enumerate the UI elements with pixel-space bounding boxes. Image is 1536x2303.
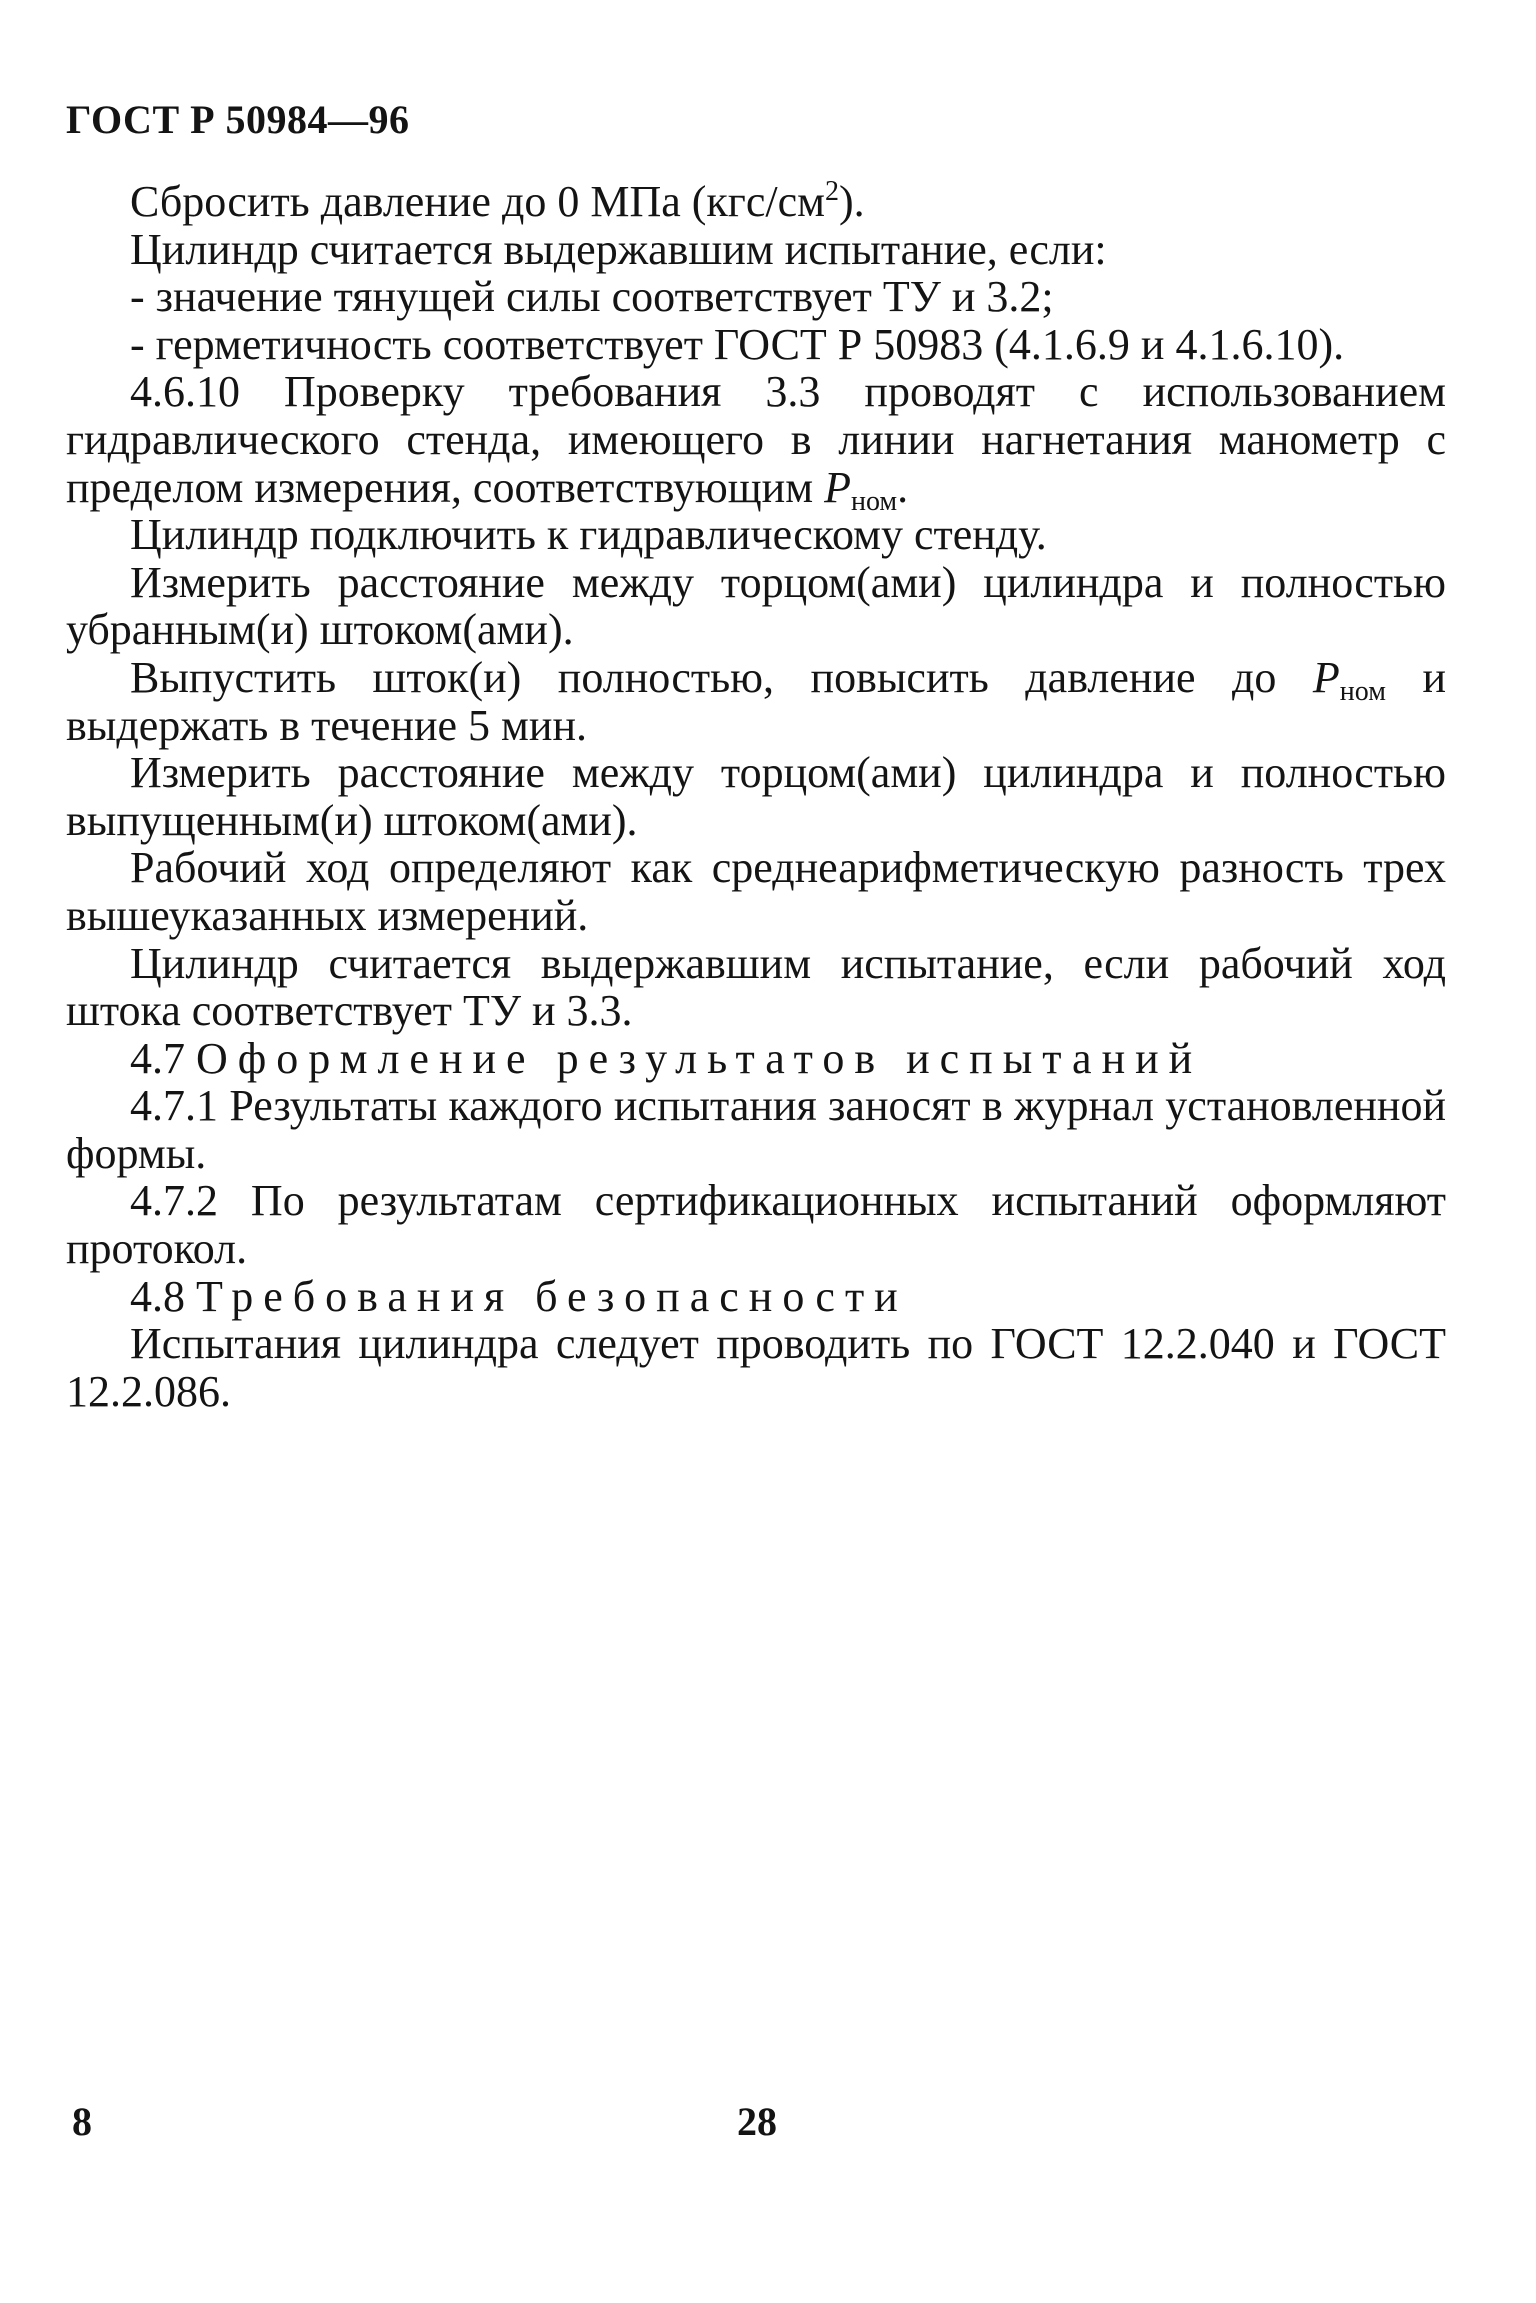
section-title-text: Оформление результатов испытаний xyxy=(196,1033,1203,1083)
paragraph-text: 4.6.10 Проверку требования 3.3 проводят с использованием гидравлического стенда, имеющего в линии нагнетания манометр с пределом измерения, соответствующим xyxy=(66,367,1446,512)
paragraph-4-6-10 xyxy=(66,367,1446,517)
paragraph-reset-pressure xyxy=(66,178,1446,226)
section-number: 4.7 xyxy=(130,1033,185,1083)
document-body xyxy=(66,178,1446,1415)
section-title-4-7 xyxy=(66,1035,1446,1083)
list-item-tightness: - герметичность соответствует ГОСТ Р 50983 (4.1.6.9 и 4.1.6.10). xyxy=(130,319,1345,369)
document-header: ГОСТ Р 50984—96 xyxy=(66,97,410,142)
symbol-p: P xyxy=(1312,652,1340,702)
paragraph-pass-condition: Цилиндр считается выдержавшим испытание, если: xyxy=(130,224,1107,274)
symbol-p: P xyxy=(824,462,851,512)
paragraph-connect-cylinder: Цилиндр подключить к гидравлическому стенду. xyxy=(130,510,1047,560)
paragraph-extend-rod xyxy=(66,654,1446,749)
paragraph-measure-extended: Измерить расстояние между торцом(ами) цилиндра и полностью выпущенным(и) штоком(ами). xyxy=(66,748,1446,845)
paragraph-working-stroke: Рабочий ход определяют как среднеарифметическую разность трех вышеуказанных измерений. xyxy=(66,843,1446,940)
subscript-nom: ном xyxy=(1339,675,1386,707)
paragraph-safety: Испытания цилиндра следует проводить по ГОСТ 12.2.040 и ГОСТ 12.2.086. xyxy=(66,1319,1446,1416)
paragraph-text-end: . xyxy=(897,462,909,512)
paragraph-measure-retracted: Измерить расстояние между торцом(ами) цилиндра и полностью убранным(и) штоком(ами). xyxy=(66,557,1446,655)
paragraph-4-7-2: 4.7.2 По результатам сертификационных испытаний оформляют протокол. xyxy=(66,1176,1446,1274)
section-title-4-8 xyxy=(66,1273,1446,1321)
subscript-nom: ном xyxy=(850,485,898,517)
paragraph-stroke-pass: Цилиндр считается выдержавшим испытание, если рабочий ход штока соответствует ТУ и 3.3. xyxy=(66,938,1446,1036)
section-title-text: Требования безопасности xyxy=(196,1271,908,1321)
page-number-left: 8 xyxy=(72,2099,92,2144)
paragraph-text: Сбросить давление до 0 МПа (кгс/см xyxy=(130,177,825,226)
section-number: 4.8 xyxy=(130,1271,185,1321)
paragraph-text-end: ). xyxy=(838,177,865,226)
paragraph-text: Выпустить шток(и) полностью, повысить давление до xyxy=(130,652,1313,702)
paragraph-4-7-1: 4.7.1 Результаты каждого испытания заносят в журнал установленной формы. xyxy=(66,1081,1446,1178)
superscript: 2 xyxy=(824,176,839,207)
list-item-pulling-force: - значение тянущей силы соответствует ТУ и 3.2; xyxy=(130,272,1054,322)
paragraph-text-end: и выдержать в течение 5 мин. xyxy=(66,652,1446,750)
page-number-center: 28 xyxy=(737,2099,777,2144)
